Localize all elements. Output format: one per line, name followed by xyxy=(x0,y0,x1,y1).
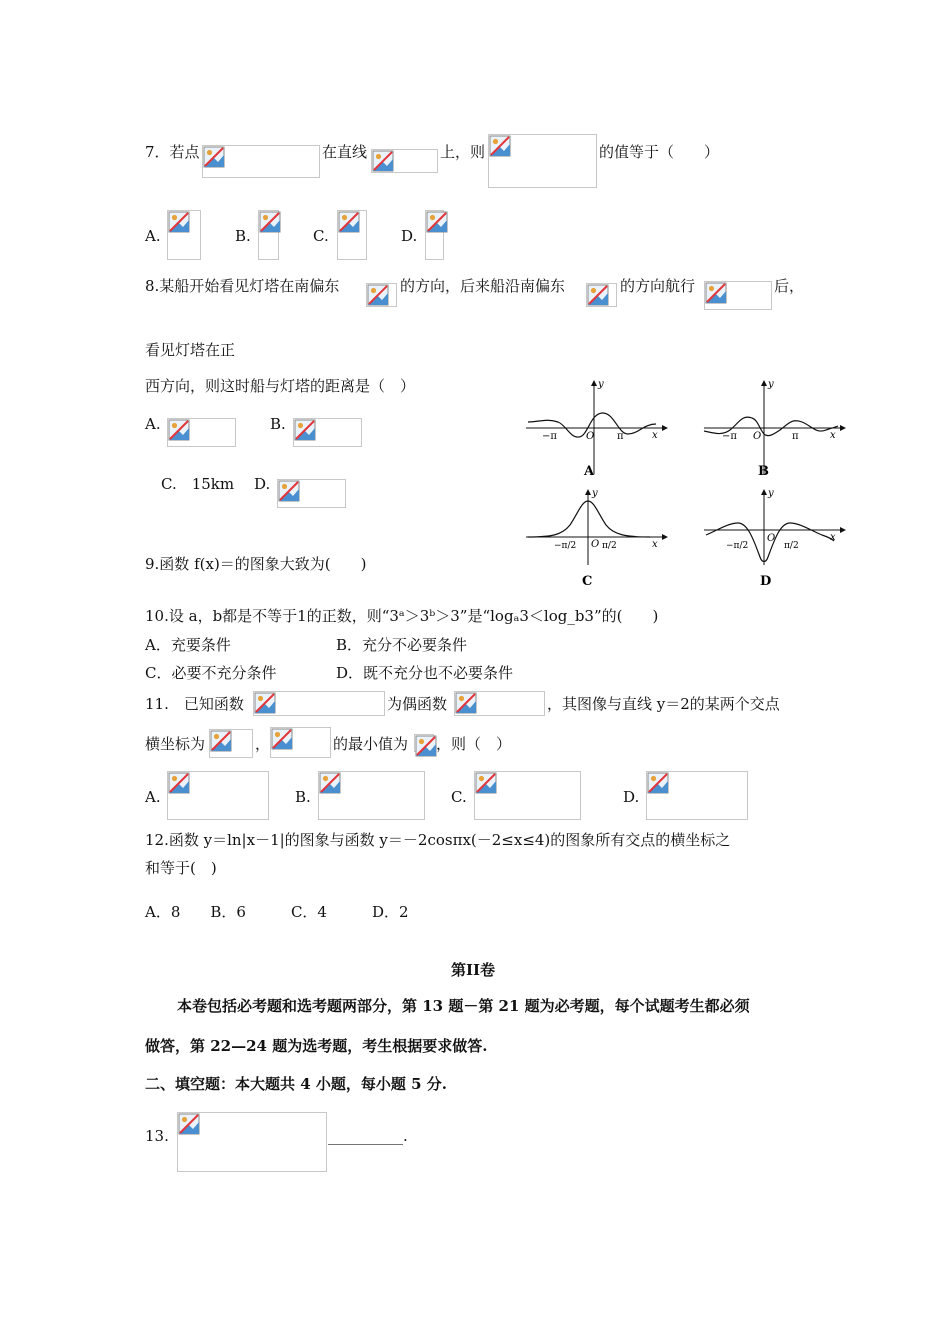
graph-c-label: C xyxy=(582,574,593,589)
broken-image-icon xyxy=(167,210,201,260)
broken-image-glyph xyxy=(278,480,300,502)
q11-line2c: 的最小值为 xyxy=(333,735,409,753)
q10-text: 10.设 a，b都是不等于1的正数，则“3ᵃ＞3ᵇ＞3”是“logₐ3＜log_b3”的( ) xyxy=(145,607,659,625)
q10-option-d: D．既不充分也不必要条件 xyxy=(336,664,514,682)
q8-mid2: 的方向航行 xyxy=(620,277,696,295)
q12-line2: 和等于( ) xyxy=(145,859,217,877)
broken-image-glyph xyxy=(338,211,360,233)
q11-option-a: A. xyxy=(145,788,161,806)
broken-image-icon xyxy=(586,283,617,307)
graph-a-axis-y: y xyxy=(598,379,604,390)
q11-line2a: 横坐标为 xyxy=(145,735,206,753)
graph-b-axis-x: x xyxy=(830,430,836,441)
broken-image-icon xyxy=(371,149,438,173)
q8-option-b: B. xyxy=(270,415,286,433)
q11-option-d: D. xyxy=(623,788,640,806)
q7-tail: 的值等于（ ） xyxy=(599,143,720,161)
broken-image-icon xyxy=(293,418,362,447)
q10-option-a: A．充要条件 xyxy=(145,636,231,654)
graph-b-tick-left: −π xyxy=(722,431,737,442)
broken-image-icon xyxy=(167,418,236,447)
q7-mid1: 在直线 xyxy=(322,143,368,161)
q11-lead: 11. 已知函数 xyxy=(145,695,244,713)
broken-image-glyph xyxy=(372,150,394,172)
broken-image-glyph xyxy=(203,146,225,168)
broken-image-glyph xyxy=(259,211,281,233)
broken-image-icon xyxy=(704,281,772,310)
broken-image-glyph xyxy=(587,284,609,306)
broken-image-icon xyxy=(177,1112,327,1172)
broken-image-icon xyxy=(454,691,545,716)
graph-d-label: D xyxy=(760,574,772,589)
graph-c-axis-y: y xyxy=(592,488,598,499)
q10-option-b: B．充分不必要条件 xyxy=(336,636,468,654)
graph-c-tick-left: −π/2 xyxy=(554,541,577,551)
broken-image-icon xyxy=(277,479,346,508)
broken-image-icon xyxy=(270,727,331,758)
broken-image-icon xyxy=(258,210,279,260)
broken-image-glyph xyxy=(294,419,316,441)
q9-text: 9.函数 f(x)＝的图象大致为( ) xyxy=(145,555,367,573)
broken-image-icon xyxy=(488,134,597,188)
q7-lead: 7．若点 xyxy=(145,143,200,161)
broken-image-glyph xyxy=(271,728,293,750)
broken-image-glyph xyxy=(367,284,389,306)
broken-image-glyph xyxy=(210,730,232,752)
q11-option-c: C. xyxy=(451,788,467,806)
q11-line2d: ，则（ ） xyxy=(436,735,512,753)
graph-a-axis-x: x xyxy=(652,430,658,441)
q10-option-c: C．必要不充分条件 xyxy=(145,664,277,682)
q12-options: A．8 B．6 C．4 D．2 xyxy=(145,903,409,921)
q8-line2: 看见灯塔在正 xyxy=(145,341,236,359)
q11-line2b: ， xyxy=(255,735,271,753)
q8-option-a: A. xyxy=(145,415,161,433)
q7-mid2: 上，则 xyxy=(440,143,486,161)
broken-image-glyph xyxy=(415,735,437,757)
q12-line1: 12.函数 y＝ln|x－1|的图象与函数 y＝－2cosπx(－2≤x≤4)的图象所有交点的横坐标之 xyxy=(145,831,731,849)
graph-d-tick-right: π/2 xyxy=(784,541,799,551)
q11-option-b: B. xyxy=(295,788,311,806)
broken-image-glyph xyxy=(254,692,276,714)
graph-b-axis-y: y xyxy=(768,379,774,390)
broken-image-icon xyxy=(318,771,425,820)
graph-c-tick-origin: O xyxy=(591,539,600,550)
graph-a-tick-origin: O xyxy=(586,431,595,442)
broken-image-glyph xyxy=(426,211,448,233)
graph-d xyxy=(700,485,850,590)
broken-image-glyph xyxy=(178,1113,200,1135)
broken-image-glyph xyxy=(647,772,669,794)
broken-image-glyph xyxy=(168,772,190,794)
broken-image-glyph xyxy=(168,211,190,233)
broken-image-icon xyxy=(425,210,444,260)
broken-image-icon xyxy=(209,729,253,758)
q8-option-c: C. 15km xyxy=(161,475,235,493)
q7-option-a: A. xyxy=(145,227,161,245)
graph-c xyxy=(522,485,672,590)
graph-b xyxy=(700,378,850,478)
graph-a xyxy=(522,378,672,478)
graph-a-tick-left: −π xyxy=(542,431,557,442)
broken-image-glyph xyxy=(489,135,511,157)
graph-c-axis-x: x xyxy=(652,539,658,550)
q8-tail: 后， xyxy=(774,277,805,295)
q7-option-b: B. xyxy=(235,227,251,245)
q11-mid1: 为偶函数 xyxy=(387,695,448,713)
broken-image-glyph xyxy=(455,692,477,714)
graph-b-label: B xyxy=(758,464,769,478)
q7-option-d: D. xyxy=(401,227,418,245)
q7-option-c: C. xyxy=(313,227,329,245)
broken-image-icon xyxy=(414,734,434,752)
broken-image-icon xyxy=(474,771,581,820)
graph-b-tick-right: π xyxy=(792,431,799,442)
graph-c-tick-right: π/2 xyxy=(602,541,617,551)
broken-image-icon xyxy=(253,691,385,716)
broken-image-icon xyxy=(167,771,269,820)
broken-image-glyph xyxy=(475,772,497,794)
q8-line3: 西方向，则这时船与灯塔的距离是（ ） xyxy=(145,377,416,395)
q8-option-d: D. xyxy=(254,475,271,493)
part2-intro-line2: 做答，第 22—24 题为选考题，考生根据要求做答. xyxy=(145,1037,488,1055)
section-heading: 二、填空题：本大题共 4 小题，每小题 5 分. xyxy=(145,1075,447,1093)
broken-image-icon xyxy=(202,145,320,178)
graph-d-axis-x: x xyxy=(830,532,836,543)
q8-mid1: 的方向，后来船沿南偏东 xyxy=(400,277,566,295)
part2-title: 第II卷 xyxy=(451,961,496,979)
broken-image-glyph xyxy=(705,282,727,304)
graph-a-label: A xyxy=(584,464,595,478)
graph-a-tick-right: π xyxy=(617,431,624,442)
q11-mid2: ，其图像与直线 y＝2的某两个交点 xyxy=(547,695,780,713)
graph-b-tick-origin: O xyxy=(753,431,762,442)
q13-answer-blank: __________. xyxy=(328,1127,408,1145)
broken-image-glyph xyxy=(168,419,190,441)
part2-intro-line1: 本卷包括必考题和选考题两部分，第 13 题－第 21 题为必考题，每个试题考生都必须 xyxy=(177,997,750,1015)
broken-image-glyph xyxy=(319,772,341,794)
graph-d-tick-left: −π/2 xyxy=(726,541,749,551)
graph-d-axis-y: y xyxy=(768,488,774,499)
q13-lead: 13. xyxy=(145,1127,169,1145)
broken-image-icon xyxy=(366,283,397,307)
broken-image-icon xyxy=(337,210,367,260)
q8-lead: 8.某船开始看见灯塔在南偏东 xyxy=(145,277,340,295)
broken-image-icon xyxy=(646,771,748,820)
graph-d-tick-origin: O xyxy=(767,533,776,544)
